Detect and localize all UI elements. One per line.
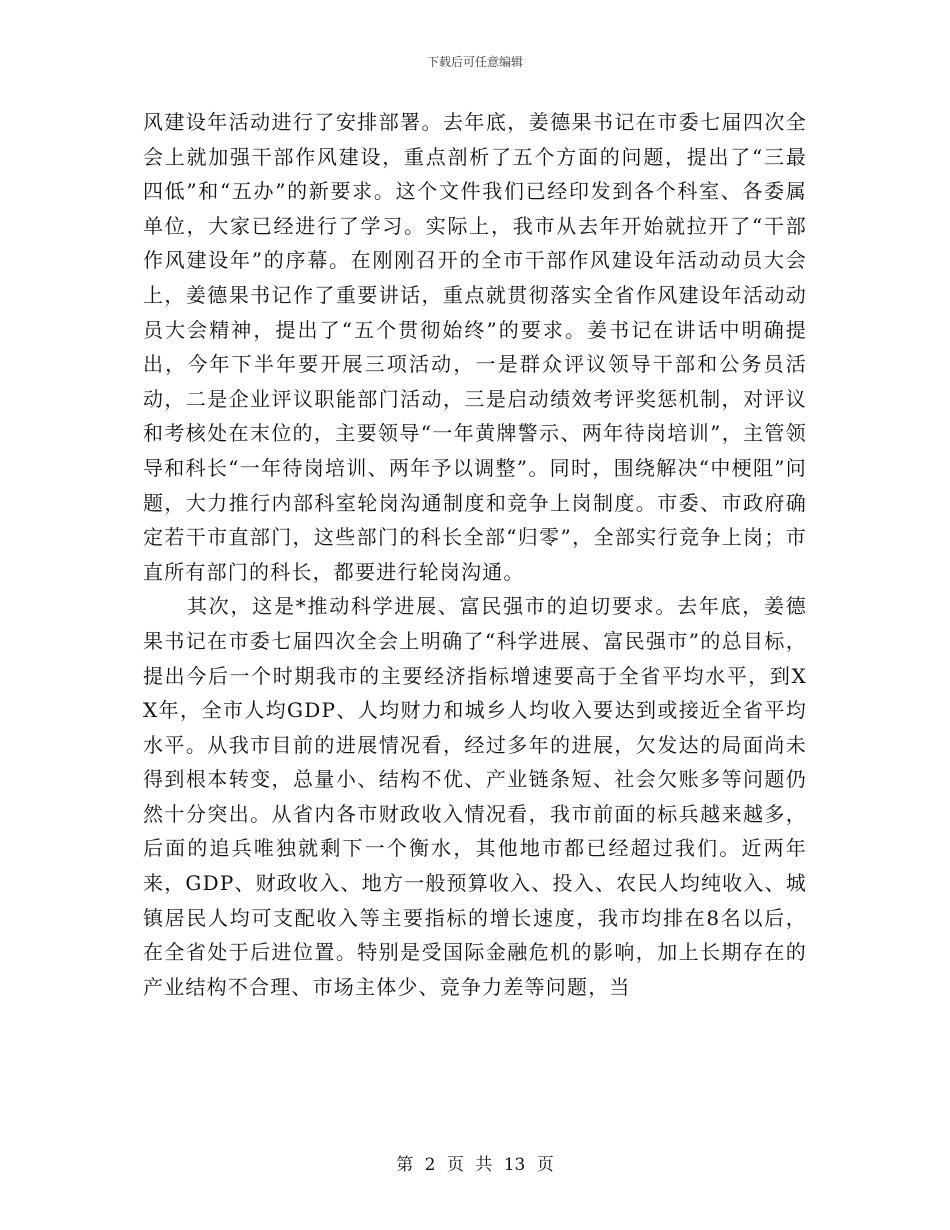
page-footer: 第 2 页 共 13 页 [396,1155,554,1175]
page-header: 下载后可任意编辑 [426,55,523,69]
paragraph-2: 其次，这是*推动科学进展、富民强市的迫切要求。去年底，姜德果书记在市委七届四次全会上明确了“科学进展、富民强市”的总目标，提出今后一个时期我市的主要经济指标增速要高于全省平均水平，到XX年，全市人均GDP、人均财力和城乡人均收入要达到或接近全省平均水平。从我市目前的进展情况看，经过多年的进展，欠发达的局面尚未得到根本转变，总量小、结构不优、产业链条短、社会欠账多等问题仍然十分突出。从省内各市财政收入情况看，我市前面的标兵越来越多，后面的追兵唯独就剩下一个衡水，其他地市都已经超过我们。近两年来，GDP、财政收入、地方一般预算收入、投入、农民人均纯收入、城镇居民人均可支配收入等主要指标的增长速度，我市均排在8名以后，在全省处于后进位置。特别是受国际金融危机的影响，加上长期存在的产业结构不合理、市场主体少、竞争力差等问题，当 [143,594,807,999]
document-body [143,105,807,1004]
paragraph-1: 风建设年活动进行了安排部署。去年底，姜德果书记在市委七届四次全会上就加强干部作风建设，重点剖析了五个方面的问题，提出了“三最四低”和“五办”的新要求。这个文件我们已经印发到各个科室、各委属单位，大家已经进行了学习。实际上，我市从去年开始就拉开了“干部作风建设年”的序幕。在刚刚召开的全市干部作风建设年活动动员大会上，姜德果书记作了重要讲话，重点就贯彻落实全省作风建设年活动动员大会精神，提出了“五个贯彻始终”的要求。姜书记在讲话中明确提出，今年下半年要开展三项活动，一是群众评议领导干部和公务员活动，二是企业评议职能部门活动，三是启动绩效考评奖惩机制，对评议和考核处在末位的，主要领导“一年黄牌警示、两年待岗培训”，主管领导和科长“一年待岗培训、两年予以调整”。同时，围绕解决“中梗阻”问题，大力推行内部科室轮岗沟通制度和竞争上岗制度。市委、市政府确定若干市直部门，这些部门的科长全部“归零”，全部实行竞争上岗；市直所有部门的科长，都要进行轮岗沟通。 [143,110,807,584]
